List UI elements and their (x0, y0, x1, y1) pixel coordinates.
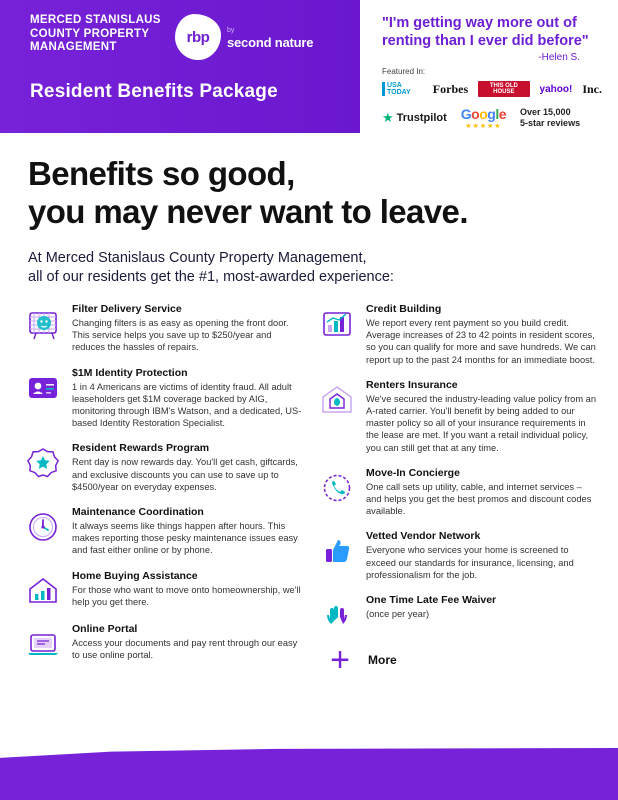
id-card-icon (22, 367, 64, 407)
headline-block (0, 133, 618, 231)
page-footer (0, 766, 618, 800)
trustpilot-star-icon: ★ (382, 110, 394, 125)
package-title: Resident Benefits Package (30, 80, 278, 102)
benefit-item (22, 506, 302, 557)
benefit-title: Maintenance Coordination (72, 506, 204, 519)
benefit-item (22, 623, 302, 663)
benefit-title: Filter Delivery Service (72, 303, 182, 315)
benefit-description: Changing filters is as easy as opening the front door. This service helps you save up to $250/year and reduces the hassles of repairs. (72, 318, 289, 353)
benefit-title: One Time Late Fee Waiver (366, 594, 497, 607)
benefits-columns (0, 287, 618, 680)
review-count (520, 107, 580, 129)
benefit-description: (once per year) (366, 609, 430, 620)
this-old-house-logo: THIS OLD HOUSE (478, 81, 529, 97)
benefit-description: We report every rent payment so you build credit. Average increases of 23 to 42 points in resident scores, so you can qualify for more and save hundreds. We can report up to the past 24 months for an immediate boost. (366, 318, 596, 365)
benefit-title: Vetted Vendor Network (366, 530, 481, 543)
benefit-item (22, 303, 302, 354)
header-brand-panel (0, 0, 360, 133)
rewards-badge-icon (22, 442, 64, 482)
house-shield-icon (316, 379, 358, 419)
laptop-icon (22, 623, 64, 663)
review-count-line1: Over 15,000 (520, 107, 571, 117)
benefits-column-left (22, 303, 302, 676)
review-count-line2: 5-star reviews (520, 118, 581, 128)
house-chart-icon (22, 570, 64, 610)
benefit-item (22, 367, 302, 430)
benefit-item (316, 303, 596, 366)
subheadline-line-1: At Merced Stanislaus County Property Management, (28, 250, 367, 266)
headline-line-1: Benefits so good, (28, 155, 295, 192)
logo-by-text: by (227, 27, 235, 34)
benefit-title: Home Buying Assistance (72, 569, 198, 582)
header-social-proof (360, 0, 618, 133)
featured-in-label: Featured In: (382, 67, 426, 76)
second-nature-lockup (227, 25, 313, 49)
benefit-title: Online Portal (72, 622, 138, 635)
headline-line-2: you may never want to leave. (28, 193, 468, 230)
testimonial-quote: "I'm getting way more out of renting than I ever did before" (382, 15, 589, 49)
more-benefits-row (316, 641, 596, 680)
company-name: MERCED STANISLAUS COUNTY PROPERTY MANAGEMENT (30, 14, 161, 53)
page-header (0, 0, 618, 133)
google-stars: ★★★★★ (465, 123, 502, 130)
benefit-title: Move-In Concierge (366, 466, 460, 479)
hands-waiver-icon (316, 594, 358, 634)
subheadline-block (0, 231, 618, 287)
clock-icon (22, 506, 64, 546)
yahoo-logo: yahoo! (539, 83, 573, 95)
benefit-item (316, 530, 596, 581)
phone-concierge-icon (316, 467, 358, 507)
benefit-description: We've secured the industry-leading value policy from an A-rated carrier. You'll benefit by being added to our master policy so all of your insurance requirements in the lease are met. If you want a retail individual policy, you can still get that at any time. (366, 393, 597, 453)
benefit-item (22, 570, 302, 610)
benefit-description: For those who want to move onto homeownership, we'll help you get there. (72, 584, 301, 607)
credit-chart-icon (316, 303, 358, 343)
benefit-title: Renters Insurance (366, 378, 458, 391)
trustpilot-logo (382, 110, 447, 126)
review-logos-row (382, 103, 602, 133)
benefit-title: Credit Building (366, 303, 442, 315)
google-reviews-logo: Google ★★★★★ (460, 106, 507, 130)
more-label: More (368, 653, 397, 668)
benefit-item (316, 467, 596, 518)
inc-logo: Inc. (582, 81, 602, 96)
benefit-title: $1M Identity Protection (72, 366, 188, 379)
air-filter-icon (22, 303, 64, 343)
benefit-description: It always seems like things happen after hours. This makes reporting those pesky maintenance issues easy and fast either online or by phone. (72, 521, 298, 556)
benefit-description: Rent day is now rewards day. You'll get cash, giftcards, and exclusive discounts you can use to save up to $4500/year on everyday expenses. (72, 457, 298, 492)
benefit-description: Access your documents and pay rent through our easy to use online portal. (72, 637, 298, 660)
rbp-logo (175, 14, 313, 60)
benefit-description: Everyone who services your home is screened to exceed our standards for insurance, licensing, and professionalism for the job. (366, 545, 574, 580)
subheadline-line-2: all of our residents get the #1, most-awarded experience: (28, 269, 394, 285)
logo-brand-text: second nature (227, 35, 314, 50)
press-logos-row (382, 79, 602, 99)
thumbs-up-icon (316, 530, 358, 570)
benefit-title: Resident Rewards Program (72, 442, 210, 455)
benefit-item (316, 594, 596, 634)
rbp-badge-text: rbp (186, 28, 210, 46)
testimonial-author: -Helen S. (538, 52, 580, 63)
benefit-item (22, 442, 302, 493)
benefit-description: 1 in 4 Americans are victims of identity fraud. All adult leaseholders get $1M coverage backed by AIG, monitoring through IBM's Watson, and a dedicated, US-based Identity Restoration Specialist. (72, 381, 302, 429)
benefit-description: One call sets up utility, cable, and internet services – and helps you get the best promos and discount codes available. (366, 481, 592, 517)
usa-today-logo: USA TODAY (382, 82, 423, 96)
footer-curve (0, 748, 618, 766)
benefits-column-right (316, 303, 597, 680)
plus-icon: + (330, 641, 350, 680)
trustpilot-label: Trustpilot (396, 112, 447, 124)
benefit-item (316, 379, 596, 454)
rbp-badge-icon (175, 14, 221, 60)
forbes-logo: Forbes (432, 81, 469, 96)
